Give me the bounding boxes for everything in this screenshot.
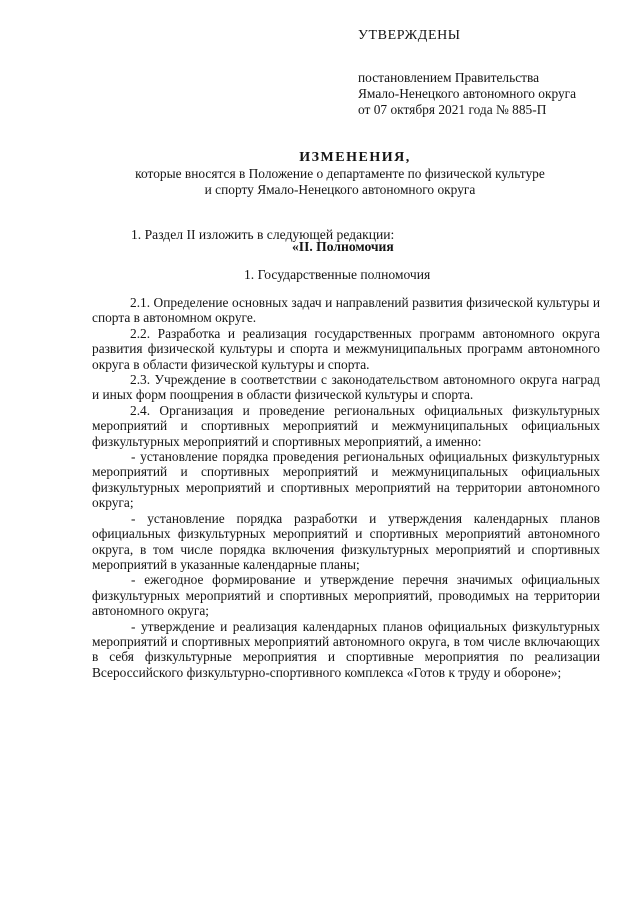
approval-stamp xyxy=(358,28,628,118)
document-subtitle-line-1: которые вносятся в Положение о департаменте по физической культуре xyxy=(135,166,545,181)
paragraph-2-4: 2.4. Организация и проведение региональных официальных физкультурных мероприятий и спортивных мероприятий и межмуниципальных официальных физкультурных мероприятий и спортивных мероприятий, а именно: xyxy=(92,402,600,449)
approval-line-2: Ямало-Ненецкого автономного округа xyxy=(358,86,577,101)
list-item: - ежегодное формирование и утверждение перечня значимых официальных физкультурных мероприятий и спортивных мероприятий, проводимых на территории автономного округа; xyxy=(92,572,600,619)
approval-line-3: от 07 октября 2021 года № 885-П xyxy=(358,102,547,117)
section-title: «II. Полномочия xyxy=(292,239,394,254)
paragraph-2-2: 2.2. Разработка и реализация государственных программ автономного округа развития физической культуры и спорта и межмуниципальных программ автономного округа в области физической культуры и спорта. xyxy=(92,325,600,372)
document-subtitle-line-2: и спорту Ямало-Ненецкого автономного округа xyxy=(204,182,476,197)
approval-heading: УТВЕРЖДЕНЫ xyxy=(358,28,461,43)
document-body xyxy=(92,295,600,680)
list-item: - установление порядка проведения региональных официальных физкультурных мероприятий и спортивных мероприятий и межмуниципальных официальных физкультурных мероприятий и спортивных мероприятий на территории автономного округа; xyxy=(92,449,600,511)
subsection-title: 1. Государственные полномочия xyxy=(244,267,431,282)
paragraph-2-3: 2.3. Учреждение в соответствии с законодательством автономного округа наград и иных форм поощрения в области физической культуры и спорта. xyxy=(92,372,600,403)
document-title: ИЗМЕНЕНИЯ, xyxy=(299,150,411,165)
list-item: - утверждение и реализация календарных планов официальных физкультурных мероприятий и спортивных мероприятий автономного округа, в том числе включающих в себя физкультурные мероприятия и спортивные мероприятия по реализации Всероссийского физкультурно-спортивного комплекса «Готов к труду и обороне»; xyxy=(92,618,600,680)
approval-line-1: постановлением Правительства xyxy=(358,70,540,85)
document-title-block xyxy=(60,149,620,198)
intro-text: 1. Раздел II изложить в следующей редакции: xyxy=(131,227,395,242)
paragraph-2-1: 2.1. Определение основных задач и направлений развития физической культуры и спорта в автономном округе. xyxy=(92,295,600,326)
list-item: - установление порядка разработки и утверждения календарных планов официальных физкультурных мероприятий и спортивных мероприятий автономного округа, в том числе порядка включения физкультурных мероприятий и спортивных мероприятий в указанные календарные планы; xyxy=(92,510,600,572)
